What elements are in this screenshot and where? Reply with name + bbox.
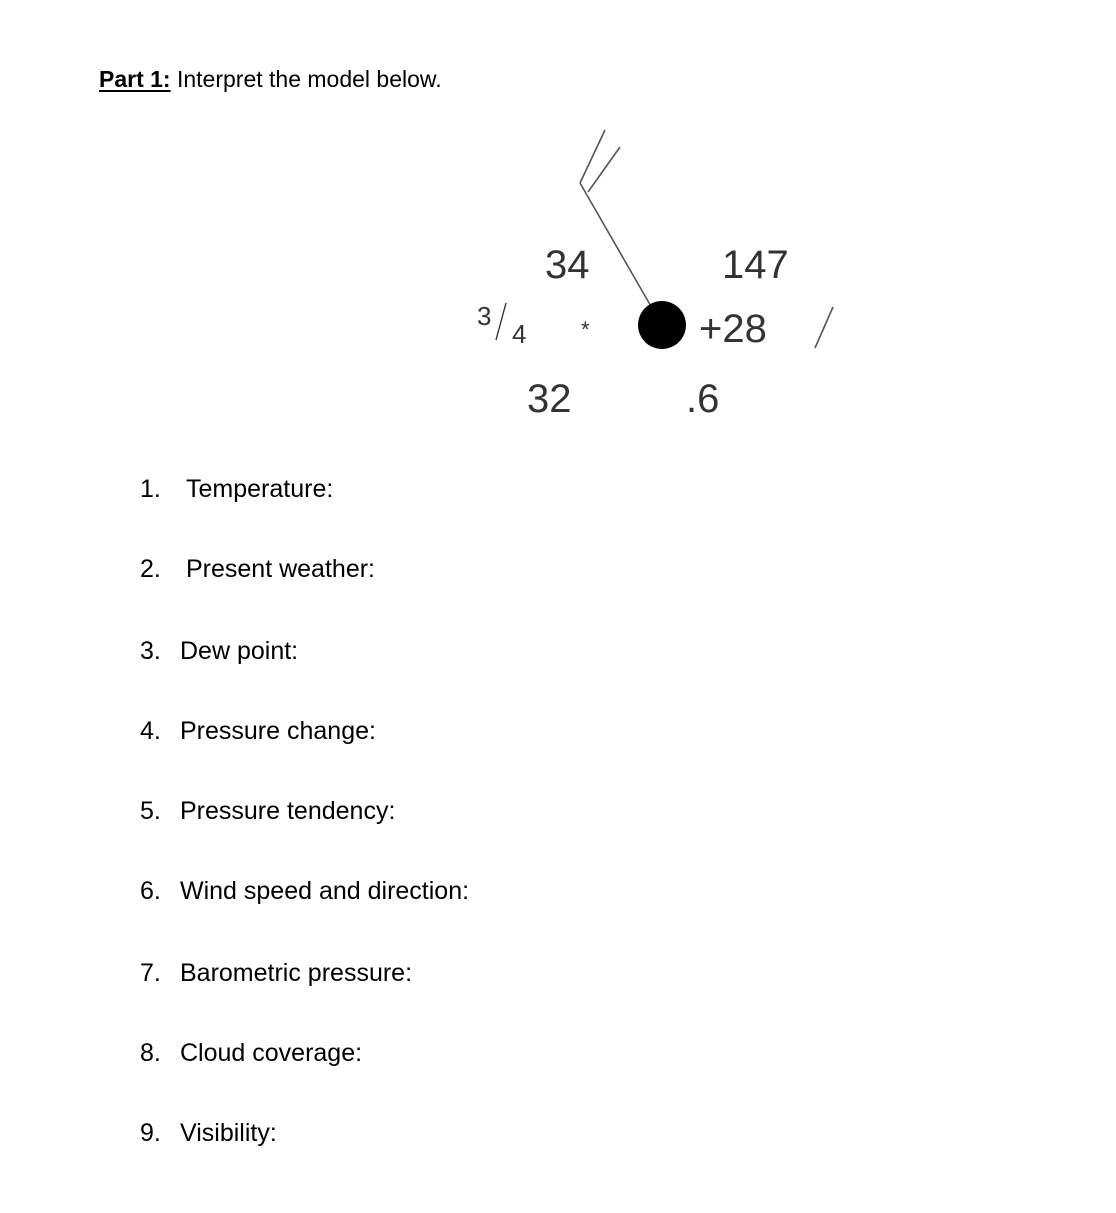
question-label: Cloud coverage: <box>180 1039 363 1067</box>
question-5 <box>140 796 395 826</box>
wind-barb-1 <box>580 130 605 183</box>
dew-point-value: 32 <box>527 377 572 421</box>
question-label: Barometric pressure: <box>180 959 413 987</box>
station-circle <box>638 301 686 349</box>
question-number: 2. <box>140 555 161 583</box>
wind-shaft <box>580 183 660 322</box>
question-label: Present weather: <box>186 555 375 583</box>
visibility-fraction-bar <box>496 303 506 340</box>
pressure-tendency-symbol <box>815 307 833 348</box>
question-label: Visibility: <box>180 1119 277 1147</box>
question-number: 1. <box>140 475 161 503</box>
question-label: Pressure change: <box>180 717 376 745</box>
question-4 <box>140 716 376 746</box>
question-number: 3. <box>140 637 161 665</box>
pressure-value: 147 <box>722 243 789 287</box>
question-8 <box>140 1038 362 1068</box>
snow-symbol: * <box>581 317 590 342</box>
temperature-value: 34 <box>545 243 590 287</box>
question-number: 8. <box>140 1039 161 1067</box>
question-number: 4. <box>140 717 161 745</box>
question-3 <box>140 636 298 666</box>
question-9 <box>140 1118 277 1148</box>
visibility-denominator: 4 <box>512 319 527 349</box>
question-7 <box>140 958 412 988</box>
question-label: Temperature: <box>186 475 334 503</box>
visibility-numerator: 3 <box>477 301 492 331</box>
part-label: Part 1: <box>99 66 171 92</box>
station-model <box>0 0 1116 460</box>
question-number: 7. <box>140 959 161 987</box>
question-number: 6. <box>140 877 161 905</box>
question-label: Wind speed and direction: <box>180 877 470 905</box>
precipitation-value: .6 <box>686 377 720 421</box>
pressure-change-value: +28 <box>699 307 767 351</box>
question-label: Pressure tendency: <box>180 797 396 825</box>
question-number: 5. <box>140 797 161 825</box>
question-label: Dew point: <box>180 637 299 665</box>
wind-barb-2 <box>588 147 620 192</box>
question-number: 9. <box>140 1119 161 1147</box>
instruction-text: Interpret the model below. <box>176 66 442 92</box>
question-1 <box>140 474 333 504</box>
question-2 <box>140 554 375 584</box>
question-6 <box>140 876 469 906</box>
